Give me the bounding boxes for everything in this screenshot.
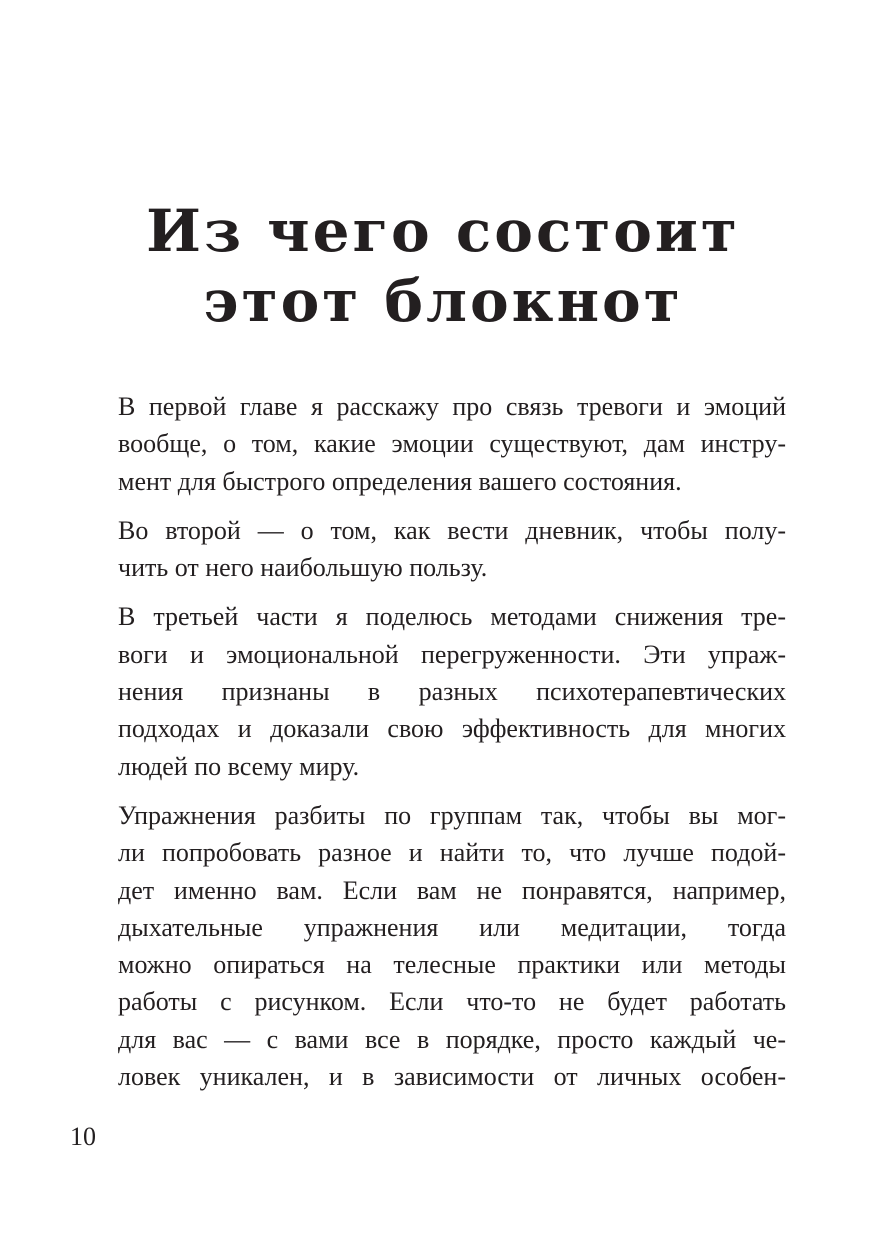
text-line: нения признаны в разных психотерапевтических xyxy=(118,677,786,707)
text-line: можно опираться на телесные практики или методы xyxy=(118,950,786,980)
chapter-title xyxy=(60,196,826,336)
paragraph-2 xyxy=(118,512,786,587)
text-line: людей по всему миру. xyxy=(118,751,360,781)
text-line: воги и эмоциональной перегруженности. Эти упраж- xyxy=(118,639,786,669)
text-line: дет именно вам. Если вам не понравятся, например, xyxy=(118,875,786,905)
body-text xyxy=(118,388,786,1107)
text-line: вообще, о том, какие эмоции существуют, дам инстру- xyxy=(118,429,786,459)
text-line: В третьей части я поделюсь методами снижения тре- xyxy=(118,602,786,632)
text-line: ли попробовать разное и найти то, что лучше подой- xyxy=(118,838,786,868)
text-line: В первой главе я расскажу про связь тревоги и эмоций xyxy=(118,392,786,421)
paragraph-3 xyxy=(118,598,786,784)
chapter-title-line-1: Из чего состоит xyxy=(146,197,740,265)
paragraph-1 xyxy=(118,388,786,500)
text-line: подходах и доказали свою эффективность для многих xyxy=(118,714,786,744)
text-line: дыхательные упражнения или медитации, тогда xyxy=(118,912,786,942)
paragraph-4 xyxy=(118,797,786,1095)
text-line: Упражнения разбиты по группам так, чтобы вы мог- xyxy=(118,800,786,830)
text-line: Во второй — о том, как вести дневник, чтобы полу- xyxy=(118,515,786,545)
text-line: ловек уникален, и в зависимости от личных особен- xyxy=(118,1062,786,1092)
text-line: работы с рисунком. Если что-то не будет работать xyxy=(118,987,786,1017)
chapter-title-line-2: этот блокнот xyxy=(203,267,683,335)
text-line: чить от него наибольшую пользу. xyxy=(118,553,488,583)
page-number: 10 xyxy=(70,1122,96,1151)
text-line: мент для быстрого определения вашего состояния. xyxy=(118,466,682,496)
text-line: для вас — с вами все в порядке, просто каждый че- xyxy=(118,1024,786,1054)
